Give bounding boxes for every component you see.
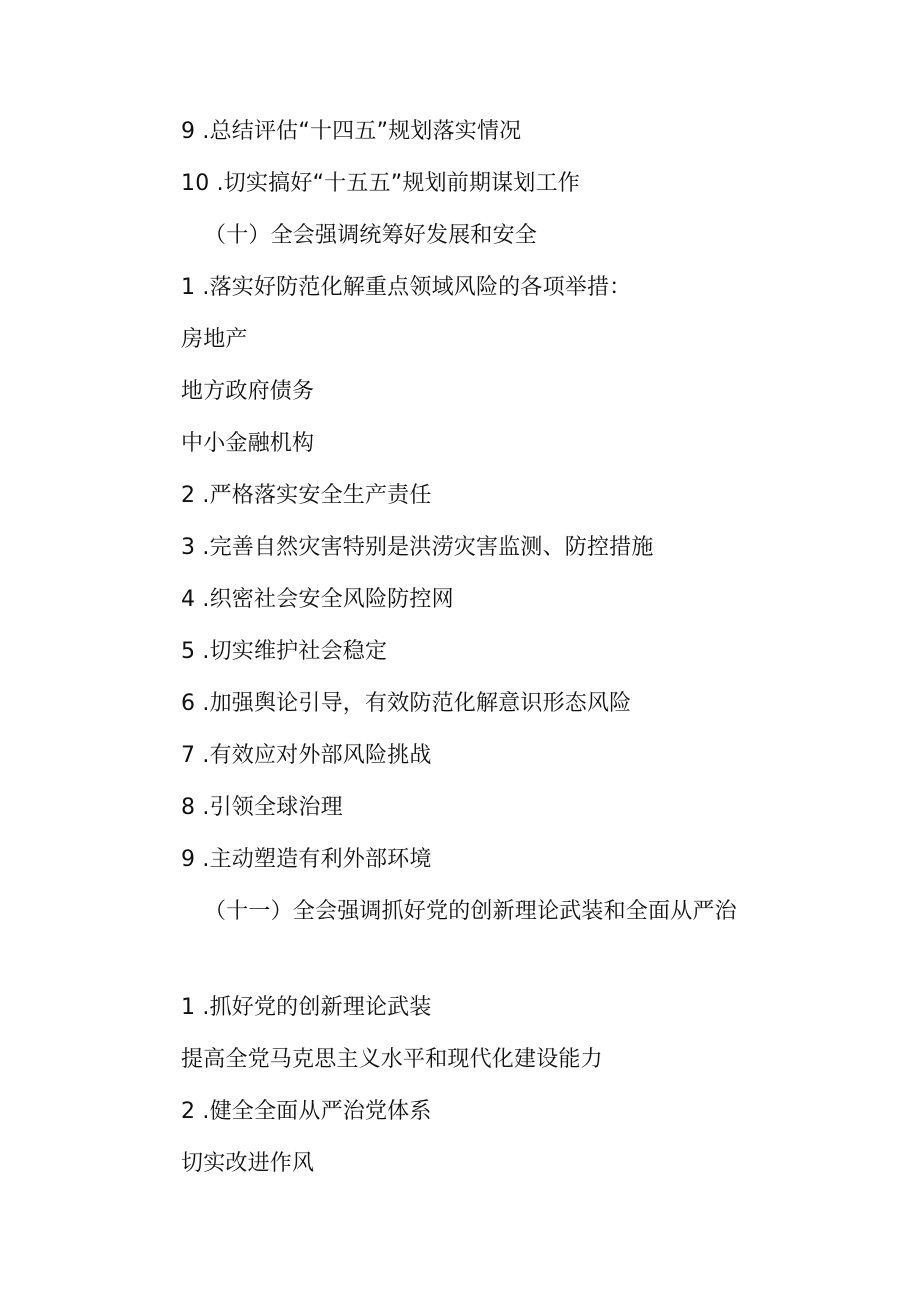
text-line: 房地产 bbox=[181, 327, 248, 352]
text-line: 地方政府债务 bbox=[181, 379, 315, 404]
text-line: 提高全党马克思主义水平和现代化建设能力 bbox=[181, 1047, 603, 1072]
section-heading: （十一）全会强调抓好党的创新理论武装和全面从严治 bbox=[204, 899, 737, 924]
text-line: 4 .织密社会安全风险防控网 bbox=[181, 587, 454, 612]
text-line: 1 .落实好防范化解重点领域风险的各项举措： bbox=[181, 275, 632, 300]
text-line: 切实改进作风 bbox=[181, 1151, 315, 1176]
text-line: 6 .加强舆论引导，有效防范化解意识形态风险 bbox=[181, 691, 632, 716]
text-line: 8 .引领全球治理 bbox=[181, 795, 343, 820]
text-line: 3 .完善自然灾害特别是洪涝灾害监测、防控措施 bbox=[181, 535, 654, 560]
text-line: 9 .主动塑造有利外部环境 bbox=[181, 847, 432, 872]
text-line: 中小金融机构 bbox=[181, 431, 315, 456]
text-line: 10 .切实搞好“十五五”规划前期谋划工作 bbox=[181, 171, 580, 196]
text-line: 2 .严格落实安全生产责任 bbox=[181, 483, 432, 508]
section-heading: （十）全会强调统筹好发展和安全 bbox=[204, 223, 538, 248]
text-line: 5 .切实维护社会稳定 bbox=[181, 639, 388, 664]
text-line: 1 .抓好党的创新理论武装 bbox=[181, 995, 432, 1020]
text-line: 7 .有效应对外部风险挑战 bbox=[181, 743, 432, 768]
text-line: 2 .健全全面从严治党体系 bbox=[181, 1099, 432, 1124]
text-line: 9 .总结评估“十四五”规划落实情况 bbox=[181, 119, 522, 144]
